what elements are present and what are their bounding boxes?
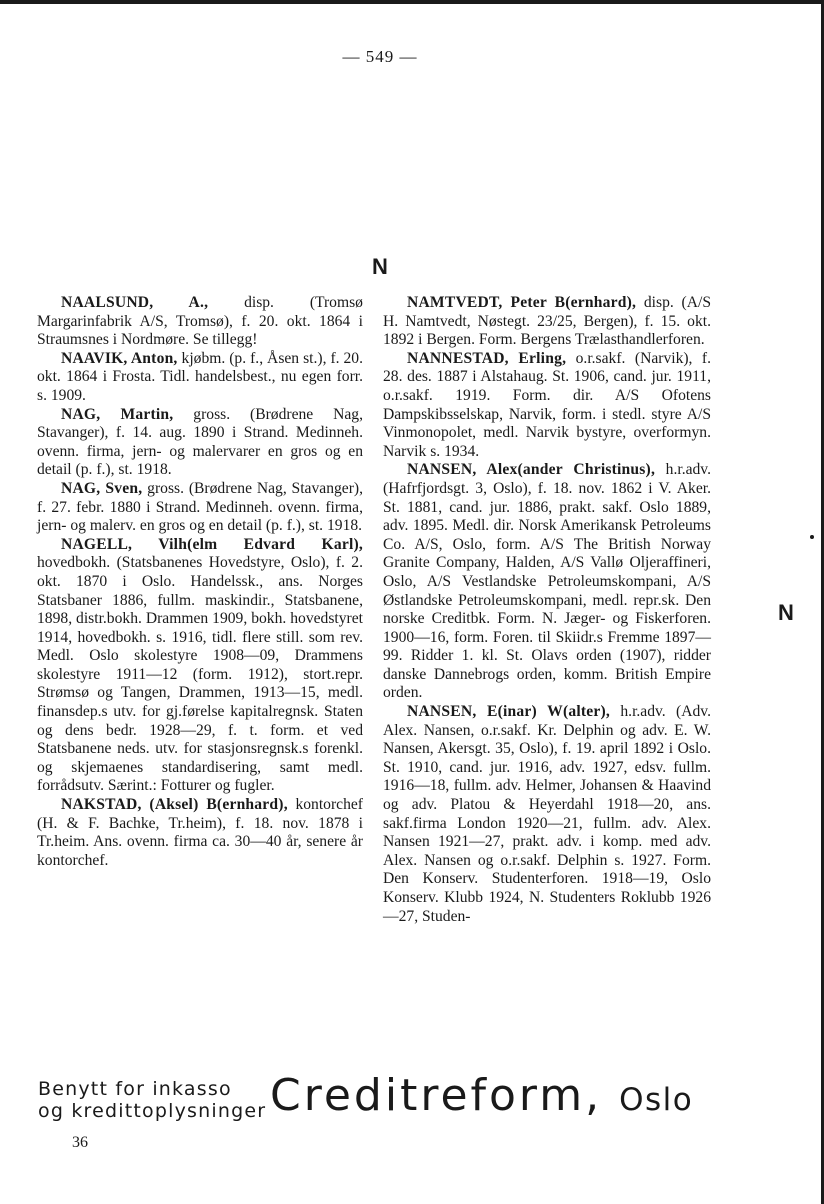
entry-name: NAGELL, Vilh(elm Edvard Karl), [61,535,363,553]
footer-line-2: og kredittoplysninger [38,1100,267,1122]
footer-brand: Creditreform, [270,1070,603,1121]
left-column [37,294,363,870]
entry-name: NAALSUND, A., [61,294,209,311]
entry-name: NAKSTAD, (Aksel) B(ernhard), [61,796,288,814]
right-column [383,294,711,926]
entry-text: gross. (Brødrene Nag, Stavanger), f. 27. febr. 1880 i Strand. Medinneh. ovenn. firma, jern- og malerv. en gros og en detail (p. f.), st. 1918. [37,479,363,535]
entry-name: NANSEN, Alex(ander Christinus), [407,461,656,479]
footer-advertisement [270,1070,693,1121]
entry-text: kjøbm. (p. f., Åsen st.), f. 20. okt. 1864 i Frosta. Tidl. handelsbest., nu egen forr. s. 1909. [37,349,363,404]
entry-naalsund [37,294,363,350]
sheet-number: 36 [72,1134,88,1151]
entry-namtvedt [383,294,711,350]
entry-naavik [37,350,363,406]
entry-name: NANNESTAD, Erling, [407,349,567,367]
entry-nagell [37,536,363,796]
thumb-index-letter: N [778,600,794,625]
entry-name: NAG, Martin, [61,405,174,423]
footer-city: Oslo [619,1082,694,1118]
entry-name: NAAVIK, Anton, [61,349,178,367]
entry-nansen-einar [383,703,711,926]
entry-text: kontorchef (H. & F. Bachke, Tr.heim), f. 18. nov. 1878 i Tr.heim. Ans. ovenn. firma ca. 30—40 år, senere år kontorchef. [37,796,363,869]
footer-line-1: Benytt for inkasso [38,1078,232,1100]
page-number: — 549 — [342,47,418,66]
entry-text: h.r.adv. (Hafrfjordsgt. 3, Oslo), f. 18. nov. 1862 i V. Aker. St. 1881, cand. jur. 1886, prakt. sakf. Oslo 1889, adv. 1895. Medl. dir. Norsk Amerikansk Petroleums Co. A/S, Oslo, form. A/S The British Norway Granite Company, Halden, A/S Vallø Oljeraffineri, Oslo, A/S Vestlandske Petroleumskompani, A/S Østlandske Petroleumskompani, medl. repr.sk. Den norske Creditbk. Form. N. Jæger- og Fiskerforen. 1900—16, form. Foren. til Skiidr.s Fremme 1897—99. Ridder 1. kl. St. Olavs orden (1907), ridder danske Dannebrogs orden, komm. British Empire orden. [383,461,711,702]
section-letter: N [372,254,388,279]
entry-name: NAMTVEDT, Peter B(ernhard), [407,294,637,311]
entry-text: gross. (Brødrene Nag, Stavanger), f. 14. aug. 1890 i Strand. Medinneh. ovenn. firma, jern- og malervarer en gros og en detail (p. f.), st. 1918. [37,405,363,479]
footer-tagline [38,1078,266,1122]
entry-text: o.r.sakf. (Narvik), f. 28. des. 1887 i Alstahaug. St. 1906, cand. jur. 1911, o.r.sakf. 1919. Form. dir. A/S Ofotens Dampskibsselskap, Narvik, form. i stedl. styre A/S Vinmonopolet, medl. Narvik bystyre, overformyn. Narvik s. 1934. [383,349,711,460]
entry-text: disp. (Tromsø Margarinfabrik A/S, Tromsø), f. 20. okt. 1864 i Straumsnes i Nordmøre. Se tillegg! [37,294,363,349]
entry-nakstad [37,796,363,870]
entry-nag-sven [37,480,363,536]
entry-text: h.r.adv. (Adv. Alex. Nansen, o.r.sakf. Kr. Delphin og adv. E. W. Nansen, Akersgt. 35, Oslo), f. 19. april 1892 i Oslo. St. 1910, cand. jur. 1916, adv. 1927, edsv. fullm. 1916—18, fullm. adv. Helmer, Johansen & Haavind og adv. Platou & Heyerdahl 1918—20, ans. sakf.firma London 1920—21, fullm. adv. Alex. Nansen 1921—27, prakt. adv. i komp. med adv. Alex. Nansen og o.r.sakf. Delphin s. 1927. Form. Den Konserv. Studenterforen. 1918—19, Oslo Konserv. Klubb 1924, N. Studenters Roklubb 1926—27, Studen- [383,703,711,925]
entry-name: NANSEN, E(inar) W(alter), [407,703,611,721]
entry-nannestad [383,350,711,462]
entry-nag-martin [37,406,363,480]
entry-nansen-alex [383,461,711,703]
entry-text: hovedbokh. (Statsbanenes Hovedstyre, Oslo), f. 2. okt. 1870 i Oslo. Handelssk., ans. Norges Statsbaner 1886, fullm. maskindir., Statsbanene, 1898, distr.bokh. Drammen 1909, bokh. hovedstyret 1914, hovedbokh. s. 1916, tidl. flere still. som rev. Medl. Oslo skolestyre 1908—09, Drammens skolestyre 1911—12 (form. 1912), stort.repr. Strømsø og Tangen, Drammen, 1913—15, medl. finansdep.s utv. for gj.førelse kapitalregnsk. Staten og dens bedr. 1928—29, f. t. form. et ved Statsbanene neds. utv. for stasjonsregnsk.s forenkl. og skjemaenes standardisering, samt medl. forrådsutv. Særint.: Fotturer og fugler. [37,554,363,795]
entry-text: disp. (A/S H. Namtvedt, Nøstegt. 23/25, Bergen), f. 15. okt. 1892 i Bergen. Form. Bergens Trælasthandlerforen. [383,294,711,349]
margin-dot [810,535,814,539]
entry-name: NAG, Sven, [61,479,143,497]
